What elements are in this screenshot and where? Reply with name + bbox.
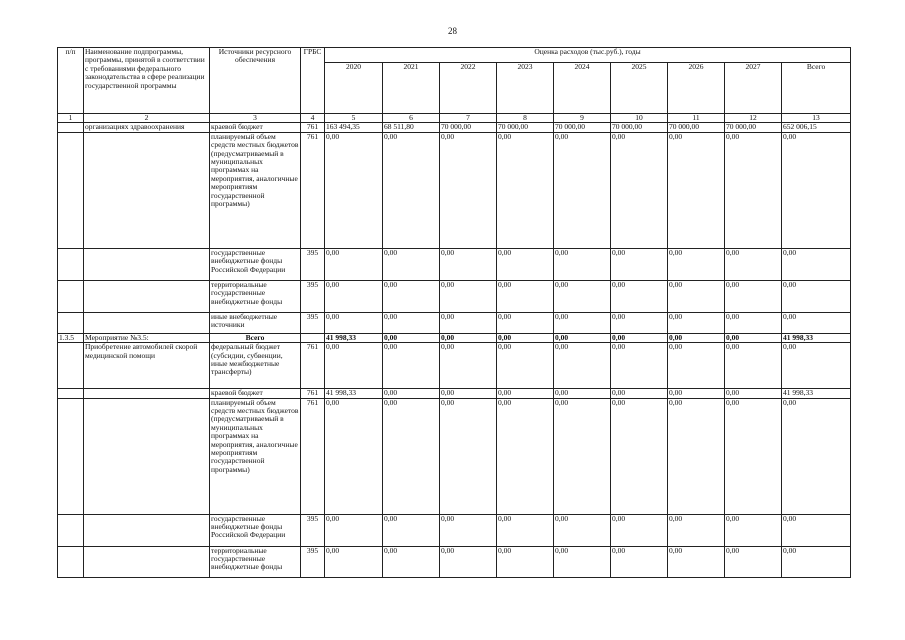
- table-row: [58, 514, 851, 546]
- page-number: 28: [448, 26, 457, 36]
- row-value: 0,00: [611, 248, 668, 280]
- row-value: 0,00: [554, 248, 611, 280]
- row-value: 41 998,33: [325, 389, 383, 398]
- row-value: 0,00: [782, 546, 851, 577]
- row-value: 0,00: [668, 343, 725, 389]
- row-grbs: 761: [301, 132, 325, 248]
- row-value: 0,00: [325, 546, 383, 577]
- header-year: Всего: [782, 63, 851, 114]
- column-number: 8: [497, 114, 554, 123]
- row-value: 0,00: [725, 546, 782, 577]
- row-value: 0,00: [782, 398, 851, 514]
- table-row: [58, 546, 851, 577]
- header-source: Источники ресурсного обеспечения: [210, 48, 301, 114]
- column-number: 11: [668, 114, 725, 123]
- row-value: 0,00: [782, 343, 851, 389]
- header-year: 2026: [668, 63, 725, 114]
- row-source: федеральный бюджет (субсидии, субвенции, иные межбюджетные трансферты): [210, 343, 301, 389]
- row-name: [84, 280, 210, 312]
- row-value: 0,00: [325, 312, 383, 333]
- row-name: Мероприятие №3.5:: [84, 333, 210, 342]
- column-number: 7: [440, 114, 497, 123]
- row-number: [58, 389, 84, 398]
- row-value: 0,00: [668, 389, 725, 398]
- row-value: 0,00: [383, 280, 440, 312]
- row-source: планируемый объем средств местных бюджетов (предусматриваемый в муниципальных программах на мероприятия, аналогичные мероприятиям государственной программы): [210, 132, 301, 248]
- table-row: [58, 123, 851, 132]
- row-value: 0,00: [383, 389, 440, 398]
- row-value: 0,00: [782, 514, 851, 546]
- column-number: 13: [782, 114, 851, 123]
- row-value: 0,00: [497, 280, 554, 312]
- table-row: [58, 333, 851, 342]
- row-source: Всего: [210, 333, 301, 342]
- row-value: 0,00: [440, 389, 497, 398]
- row-value: 0,00: [668, 280, 725, 312]
- row-value: 0,00: [325, 280, 383, 312]
- column-number: 10: [611, 114, 668, 123]
- row-name: [84, 248, 210, 280]
- row-value: 0,00: [611, 333, 668, 342]
- expense-table: [57, 47, 851, 578]
- row-value: 0,00: [383, 343, 440, 389]
- row-value: 0,00: [782, 248, 851, 280]
- row-value: 0,00: [497, 333, 554, 342]
- row-value: 0,00: [325, 343, 383, 389]
- row-name: [84, 514, 210, 546]
- row-number: 1.3.5: [58, 333, 84, 342]
- row-source: государственные внебюджетные фонды Российской Федерации: [210, 514, 301, 546]
- header-year: 2020: [325, 63, 383, 114]
- row-name: организациях здравоохранения: [84, 123, 210, 132]
- row-value: 0,00: [440, 280, 497, 312]
- row-value: 41 998,33: [782, 389, 851, 398]
- row-grbs: 761: [301, 123, 325, 132]
- row-value: 0,00: [725, 312, 782, 333]
- column-number: 9: [554, 114, 611, 123]
- column-number: 2: [84, 114, 210, 123]
- row-value: 652 006,15: [782, 123, 851, 132]
- row-value: 0,00: [668, 398, 725, 514]
- row-value: 0,00: [668, 546, 725, 577]
- row-value: 0,00: [725, 398, 782, 514]
- table-row: [58, 389, 851, 398]
- row-value: 0,00: [440, 398, 497, 514]
- row-value: 0,00: [497, 389, 554, 398]
- row-value: 0,00: [554, 389, 611, 398]
- row-grbs: [301, 333, 325, 342]
- row-value: 0,00: [554, 546, 611, 577]
- row-value: 70 000,00: [440, 123, 497, 132]
- row-grbs: 761: [301, 389, 325, 398]
- row-source: краевой бюджет: [210, 123, 301, 132]
- row-value: 70 000,00: [497, 123, 554, 132]
- row-name: [84, 389, 210, 398]
- row-value: 0,00: [325, 248, 383, 280]
- row-value: 0,00: [497, 343, 554, 389]
- row-value: 0,00: [725, 132, 782, 248]
- row-value: 0,00: [383, 312, 440, 333]
- row-number: [58, 123, 84, 132]
- row-value: 0,00: [440, 132, 497, 248]
- row-value: 70 000,00: [611, 123, 668, 132]
- row-value: 0,00: [383, 514, 440, 546]
- row-number: [58, 132, 84, 248]
- row-source: территориальные государственные внебюджетные фонды: [210, 546, 301, 577]
- row-value: 0,00: [725, 343, 782, 389]
- column-number: 12: [725, 114, 782, 123]
- row-value: 0,00: [383, 333, 440, 342]
- row-value: 0,00: [725, 333, 782, 342]
- column-number: 6: [383, 114, 440, 123]
- row-value: 70 000,00: [554, 123, 611, 132]
- row-value: 0,00: [383, 248, 440, 280]
- row-value: 0,00: [725, 248, 782, 280]
- row-number: [58, 343, 84, 389]
- row-value: 68 511,80: [383, 123, 440, 132]
- row-grbs: 395: [301, 280, 325, 312]
- row-name: Приобретение автомобилей скорой медицинской помощи: [84, 343, 210, 389]
- row-value: 0,00: [611, 343, 668, 389]
- row-source: иные внебюджетные источники: [210, 312, 301, 333]
- row-value: 0,00: [497, 514, 554, 546]
- table-row: [58, 280, 851, 312]
- row-value: 0,00: [325, 132, 383, 248]
- row-value: 0,00: [611, 312, 668, 333]
- row-grbs: 395: [301, 514, 325, 546]
- row-name: [84, 398, 210, 514]
- row-value: 0,00: [782, 312, 851, 333]
- row-value: 0,00: [668, 248, 725, 280]
- row-value: 0,00: [383, 132, 440, 248]
- row-number: [58, 546, 84, 577]
- row-value: 0,00: [497, 132, 554, 248]
- column-number: 5: [325, 114, 383, 123]
- table-row: [58, 398, 851, 514]
- row-value: 163 494,35: [325, 123, 383, 132]
- row-value: 0,00: [383, 398, 440, 514]
- row-value: 41 998,33: [325, 333, 383, 342]
- row-source: государственные внебюджетные фонды Российской Федерации: [210, 248, 301, 280]
- row-value: 0,00: [668, 333, 725, 342]
- row-value: 0,00: [668, 514, 725, 546]
- header-name: Наименование подпрограммы, программы, принятой в соответствии с требованиями федерального законодательства в сфере реализации государственной программы: [84, 48, 210, 114]
- row-value: 0,00: [611, 514, 668, 546]
- row-number: [58, 280, 84, 312]
- row-value: 0,00: [440, 248, 497, 280]
- header-year: 2027: [725, 63, 782, 114]
- row-grbs: 395: [301, 546, 325, 577]
- row-value: 0,00: [497, 546, 554, 577]
- row-value: 0,00: [497, 312, 554, 333]
- header-year: 2023: [497, 63, 554, 114]
- column-number: 4: [301, 114, 325, 123]
- row-source: краевой бюджет: [210, 389, 301, 398]
- row-value: 0,00: [554, 398, 611, 514]
- row-value: 0,00: [383, 546, 440, 577]
- column-number: 3: [210, 114, 301, 123]
- row-value: 0,00: [497, 398, 554, 514]
- row-number: [58, 514, 84, 546]
- row-number: [58, 248, 84, 280]
- row-value: 0,00: [440, 514, 497, 546]
- header-year: 2024: [554, 63, 611, 114]
- header-estimate: Оценка расходов (тыс.руб.), годы: [325, 48, 851, 63]
- row-name: [84, 312, 210, 333]
- row-value: 0,00: [440, 546, 497, 577]
- table-row: [58, 132, 851, 248]
- row-value: 0,00: [611, 280, 668, 312]
- row-value: 0,00: [611, 389, 668, 398]
- row-name: [84, 132, 210, 248]
- row-value: 0,00: [325, 398, 383, 514]
- row-value: 0,00: [554, 132, 611, 248]
- row-number: [58, 398, 84, 514]
- row-value: 0,00: [725, 514, 782, 546]
- row-source: планируемый объем средств местных бюджетов (предусматриваемый в муниципальных программах на мероприятия, аналогичные мероприятиям государственной программы): [210, 398, 301, 514]
- row-value: 0,00: [782, 280, 851, 312]
- row-value: 0,00: [325, 514, 383, 546]
- row-value: 0,00: [440, 343, 497, 389]
- row-grbs: 395: [301, 312, 325, 333]
- row-value: 0,00: [668, 132, 725, 248]
- row-value: 0,00: [554, 514, 611, 546]
- column-number: 1: [58, 114, 84, 123]
- row-value: 0,00: [668, 312, 725, 333]
- row-number: [58, 312, 84, 333]
- row-value: 70 000,00: [668, 123, 725, 132]
- header-year: 2021: [383, 63, 440, 114]
- row-value: 0,00: [497, 248, 554, 280]
- row-value: 0,00: [782, 132, 851, 248]
- row-value: 0,00: [611, 132, 668, 248]
- row-value: 0,00: [725, 280, 782, 312]
- row-value: 0,00: [611, 398, 668, 514]
- table-row: [58, 312, 851, 333]
- row-value: 41 998,33: [782, 333, 851, 342]
- row-value: 0,00: [554, 333, 611, 342]
- row-grbs: 395: [301, 248, 325, 280]
- row-value: 0,00: [554, 312, 611, 333]
- table-row: [58, 343, 851, 389]
- row-source: территориальные государственные внебюджетные фонды: [210, 280, 301, 312]
- row-grbs: 761: [301, 343, 325, 389]
- row-name: [84, 546, 210, 577]
- row-grbs: 761: [301, 398, 325, 514]
- header-num: п/п: [58, 48, 84, 114]
- header-year: 2022: [440, 63, 497, 114]
- row-value: 0,00: [611, 546, 668, 577]
- row-value: 0,00: [725, 389, 782, 398]
- row-value: 0,00: [440, 333, 497, 342]
- row-value: 0,00: [440, 312, 497, 333]
- table-row: [58, 248, 851, 280]
- header-grbs: ГРБС: [301, 48, 325, 114]
- header-year: 2025: [611, 63, 668, 114]
- row-value: 70 000,00: [725, 123, 782, 132]
- row-value: 0,00: [554, 343, 611, 389]
- row-value: 0,00: [554, 280, 611, 312]
